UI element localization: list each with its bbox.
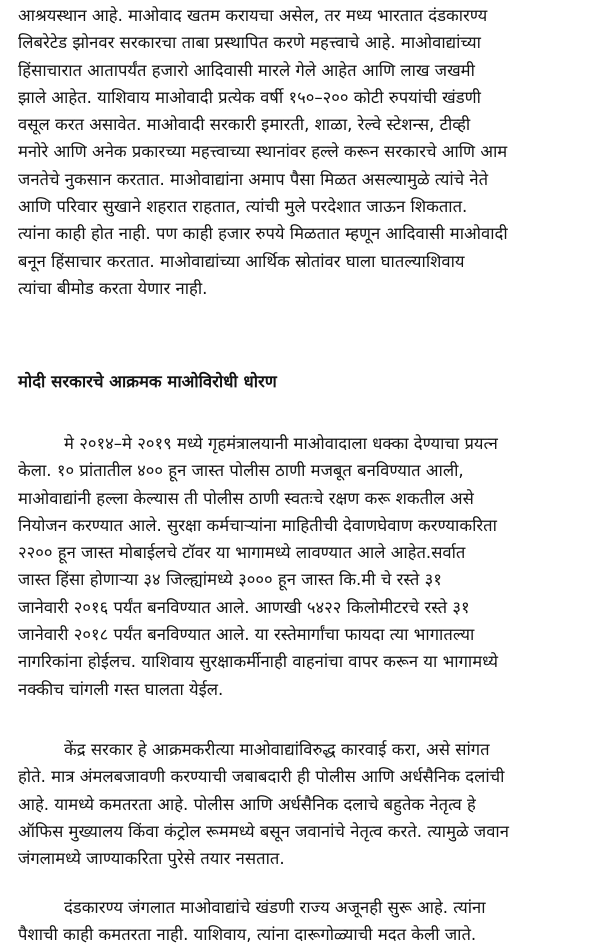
text-line: त्यांचा बीमोड करता येणार नाही. <box>18 278 208 298</box>
text-line: आणि परिवार सुखाने शहरात राहतात, त्यांची मुले परदेशात जाऊन शिकतात. <box>18 197 468 217</box>
text-line: आश्रयस्थान आहे. माओवाद खतम करायचा असेल, तर मध्य भारतात दंडकारण्य <box>18 6 488 25</box>
text-line: जनतेचे नुकसान करतात. माओवाद्यांना अमाप पैसा मिळत असल्यामुळे त्यांचे नेते <box>18 169 489 189</box>
text-line: २२०० हून जास्त मोबाईलचे टॉवर या भागामध्ये लावण्यात आले आहेत.सर्वात <box>18 543 466 563</box>
text-line: बनून हिंसाचार करतात. माओवाद्यांच्या आर्थिक स्रोतांवर घाला घातल्याशिवाय <box>18 251 465 271</box>
text-line: नागरिकांना होईलच. याशिवाय सुरक्षाकर्मीनाही वाहनांचा वापर करून या भागामध्ये <box>18 652 499 672</box>
text-line: केला. १० प्रांतातील ४०० हून जास्त पोलीस ठाणी मजबूत बनविण्यात आली, <box>18 461 464 481</box>
text-line: नियोजन करण्यात आले. सुरक्षा कर्मचाऱ्यांना माहितीची देवाणघेवाण करण्याकरिता <box>18 515 497 535</box>
text-line: जानेवारी २०१८ पर्यंत बनविण्यात आले. या रस्तेमार्गांचा फायदा त्या भागातल्या <box>18 625 475 645</box>
text-line: केंद्र सरकार हे आक्रमकरीत्या माओवाद्यांविरुद्ध कारवाई करा, असे सांगत <box>64 740 490 759</box>
text-line: वसूल करत असावेत. माओवादी सरकारी इमारती, शाळा, रेल्वे स्टेशन्स, टीव्ही <box>18 115 471 135</box>
text-line: माओवाद्यांनी हल्ला केल्यास ती पोलीस ठाणी स्वतःचे रक्षण करू शकतील असे <box>18 488 474 508</box>
text-line: होते. मात्र अंमलबजावणी करण्याची जबाबदारी ही पोलीस आणि अर्धसैनिक दलांची <box>18 767 505 787</box>
text-line: आहे. यामध्ये कमतरता आहे. पोलीस आणि अर्धसैनिक दलाचे बहुतेक नेतृत्व हे <box>18 794 476 814</box>
text-line: ऑफिस मुख्यालय किंवा कंट्रोल रूममध्ये बसून जवानांचे नेतृत्व करते. त्यामुळे जवान <box>18 821 509 841</box>
paragraph-1 <box>18 2 588 302</box>
text-line: जास्त हिंसा होणाऱ्या ३४ जिल्ह्यांमध्ये ३००० हून जास्त कि.मी चे रस्ते ३१ <box>18 570 442 590</box>
text-line: हिंसाचारात आतापर्यंत हजारो आदिवासी मारले गेले आहेत आणि लाख जखमी <box>18 60 475 80</box>
text-line: पैशाची काही कमतरता नाही. याशिवाय, त्यांना दारूगोळ्याची मदत केली जाते. <box>18 925 477 945</box>
section-heading: मोदी सरकारचे आक्रमक माओविरोधी धोरण <box>18 372 277 391</box>
text-line: दंडकारण्य जंगलात माओवाद्यांचे खंडणी राज्य अजूनही सुरू आहे. त्यांना <box>64 898 486 917</box>
text-line: मे २०१४–मे २०१९ मध्ये गृहमंत्रालयानी माओवादाला धक्का देण्याचा प्रयत्न <box>64 434 498 453</box>
paragraph-3 <box>18 736 588 872</box>
text-line: मनोरे आणि अनेक प्रकारच्या महत्त्वाच्या स्थानांवर हल्ले करून सरकारचे आणि आम <box>18 142 508 162</box>
paragraph-2 <box>18 430 588 703</box>
text-line: त्यांना काही होत नाही. पण काही हजार रुपये मिळतात म्हणून आदिवासी माओवादी <box>18 224 508 244</box>
text-line: लिबरेटेड झोनवर सरकारचा ताबा प्रस्थापित करणे महत्त्वाचे आहे. माओवाद्यांच्या <box>18 33 481 53</box>
text-line: जानेवारी २०१६ पर्यंत बनविण्यात आले. आणखी ५४२२ किलोमीटरचे रस्ते ३१ <box>18 597 470 617</box>
text-line: नक्कीच चांगली गस्त घालता येईल. <box>18 679 224 699</box>
text-line: जंगलामध्ये जाण्याकरिता पुरेसे तयार नसतात. <box>18 849 285 869</box>
paragraph-4 <box>18 894 588 948</box>
text-line: झाले आहेत. याशिवाय माओवादी प्रत्येक वर्षी १५०–२०० कोटी रुपयांची खंडणी <box>18 87 481 107</box>
